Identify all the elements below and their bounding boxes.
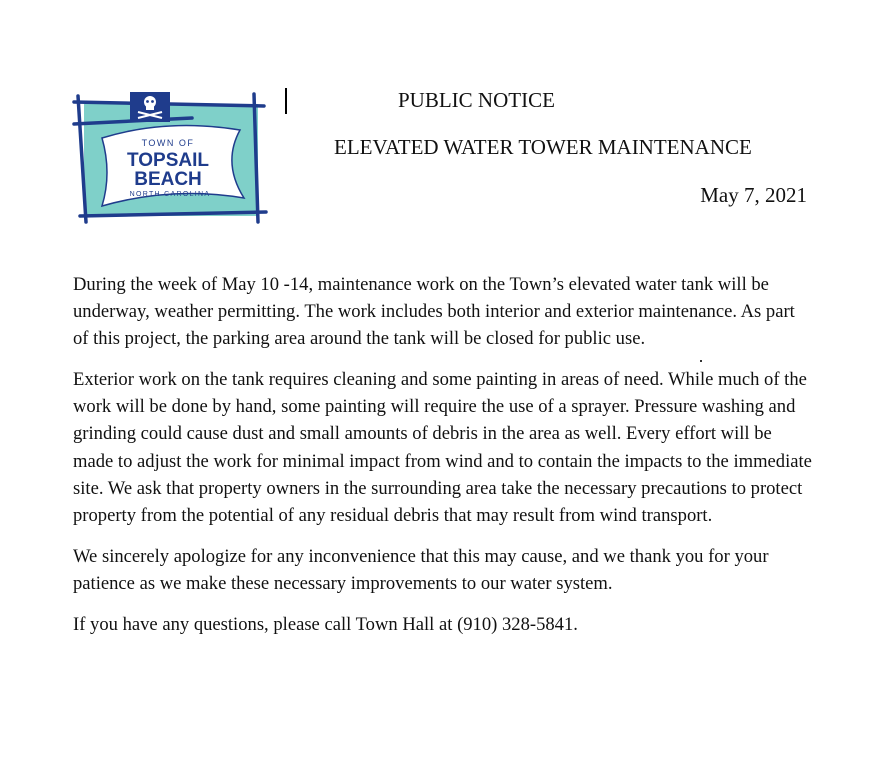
logo-beach: BEACH xyxy=(134,169,202,190)
logo-topsail: TOPSAIL xyxy=(127,150,209,171)
stray-mark xyxy=(700,360,702,362)
logo-town-of: TOWN OF xyxy=(141,138,195,148)
paragraph-1: During the week of May 10 -14, maintenance work on the Town’s elevated water tank will be underway, weather permitting. The work includes both interior and exterior maintenance. As part of this project, the parking area around the tank will be closed for public use. xyxy=(73,274,795,350)
notice-subtitle: ELEVATED WATER TOWER MAINTENANCE xyxy=(334,135,752,159)
notice-date: May 7, 2021 xyxy=(700,183,807,207)
text-cursor xyxy=(285,88,287,114)
town-logo xyxy=(72,88,272,226)
logo-state: NORTH CAROLINA xyxy=(129,191,211,198)
paragraph-2: Exterior work on the tank requires cleaning and some painting in areas of need. While much of the work will be done by hand, some painting will require the use of a sprayer. Pressure washing and grinding could cause dust and small amounts of debris in the area as well. Every effort will be made to adjust the work for minimal impact from wind and to contain the impacts to the immediate site. We ask that property owners in the surrounding area take the necessary precautions to protect property from the potential of any residual debris that may result from wind transport. xyxy=(73,369,812,526)
paragraph-3: We sincerely apologize for any inconvenience that this may cause, and we thank you for your patience as we make these necessary improvements to our water system. xyxy=(73,545,769,594)
notice-body xyxy=(73,271,813,652)
paragraph-4: If you have any questions, please call Town Hall at (910) 328-5841. xyxy=(73,614,578,636)
notice-title: PUBLIC NOTICE xyxy=(398,88,555,112)
